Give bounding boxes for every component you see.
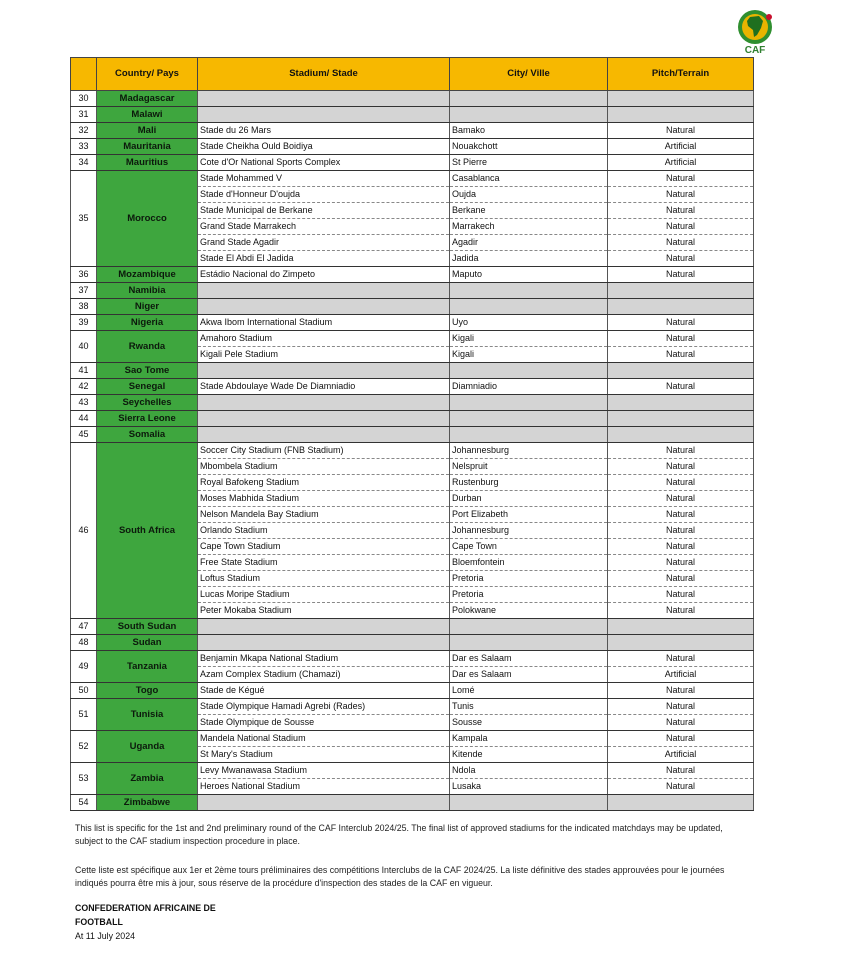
- caf-logo-text: CAF: [744, 45, 766, 56]
- row-number: 53: [71, 763, 97, 795]
- stadium-name: Mbombela Stadium: [198, 459, 450, 475]
- row-number: 36: [71, 267, 97, 283]
- row-number: 32: [71, 123, 97, 139]
- stadium-name: Cote d'Or National Sports Complex: [198, 155, 450, 171]
- stadium-cell-empty: [198, 363, 450, 379]
- city-name: Kigali: [450, 347, 608, 363]
- row-number: 48: [71, 635, 97, 651]
- pitch-type: Natural: [608, 315, 754, 331]
- table-row: [71, 619, 754, 635]
- table-row: [71, 139, 754, 155]
- city-cell-empty: [450, 395, 608, 411]
- row-number: 50: [71, 683, 97, 699]
- country-name: Togo: [97, 683, 198, 699]
- city-name: Pretoria: [450, 587, 608, 603]
- city-name: Kigali: [450, 331, 608, 347]
- stadium-cell-empty: [198, 795, 450, 811]
- stadium-name: Estádio Nacional do Zimpeto: [198, 267, 450, 283]
- row-number: 42: [71, 379, 97, 395]
- stadium-cell-empty: [198, 91, 450, 107]
- country-name: Zambia: [97, 763, 198, 795]
- table-row: [71, 443, 754, 459]
- pitch-cell-empty: [608, 427, 754, 443]
- country-name: Nigeria: [97, 315, 198, 331]
- pitch-type: Artificial: [608, 747, 754, 763]
- row-number: 44: [71, 411, 97, 427]
- pitch-cell-empty: [608, 91, 754, 107]
- table-row: [71, 315, 754, 331]
- pitch-type: Artificial: [608, 139, 754, 155]
- country-name: South Africa: [97, 443, 198, 619]
- table-row: [71, 171, 754, 187]
- city-cell-empty: [450, 107, 608, 123]
- pitch-type: Artificial: [608, 667, 754, 683]
- pitch-type: Natural: [608, 683, 754, 699]
- city-cell-empty: [450, 299, 608, 315]
- country-name: Niger: [97, 299, 198, 315]
- city-name: Durban: [450, 491, 608, 507]
- row-number: 38: [71, 299, 97, 315]
- stadium-cell-empty: [198, 635, 450, 651]
- stadium-name: Stade du 26 Mars: [198, 123, 450, 139]
- city-cell-empty: [450, 427, 608, 443]
- row-number: 37: [71, 283, 97, 299]
- row-number: 47: [71, 619, 97, 635]
- pitch-type: Natural: [608, 699, 754, 715]
- city-name: Diamniadio: [450, 379, 608, 395]
- signature-date: At 11 July 2024: [75, 931, 135, 941]
- city-name: Bloemfontein: [450, 555, 608, 571]
- row-number: 45: [71, 427, 97, 443]
- pitch-type: Natural: [608, 219, 754, 235]
- note-english: This list is specific for the 1st and 2nd preliminary round of the CAF Interclub 2024/25. The final list of approved stadiums for the indicated matchdays may be updated, subject to the CAF stadium inspection procedure in place.: [75, 823, 723, 846]
- city-name: Kampala: [450, 731, 608, 747]
- stadium-name: Stade El Abdi El Jadida: [198, 251, 450, 267]
- country-name: Uganda: [97, 731, 198, 763]
- pitch-cell-empty: [608, 107, 754, 123]
- stadium-name: Amahoro Stadium: [198, 331, 450, 347]
- table-row: [71, 731, 754, 747]
- stadium-name: Stade Municipal de Berkane: [198, 203, 450, 219]
- stadium-name: Free State Stadium: [198, 555, 450, 571]
- pitch-type: Natural: [608, 475, 754, 491]
- pitch-type: Natural: [608, 171, 754, 187]
- stadium-cell-empty: [198, 299, 450, 315]
- table-row: [71, 363, 754, 379]
- stadium-name: Moses Mabhida Stadium: [198, 491, 450, 507]
- country-name: Morocco: [97, 171, 198, 267]
- city-name: Dar es Salaam: [450, 651, 608, 667]
- header-city: City/ Ville: [450, 58, 608, 91]
- pitch-type: Natural: [608, 523, 754, 539]
- signature-block: [75, 901, 216, 943]
- stadium-name: Azam Complex Stadium (Chamazi): [198, 667, 450, 683]
- stadium-name: Levy Mwanawasa Stadium: [198, 763, 450, 779]
- table-row: [71, 299, 754, 315]
- stadium-name: Benjamin Mkapa National Stadium: [198, 651, 450, 667]
- table-row: [71, 763, 754, 779]
- stadium-name: Soccer City Stadium (FNB Stadium): [198, 443, 450, 459]
- city-name: Casablanca: [450, 171, 608, 187]
- city-name: Maputo: [450, 267, 608, 283]
- pitch-cell-empty: [608, 635, 754, 651]
- city-name: Uyo: [450, 315, 608, 331]
- pitch-cell-empty: [608, 395, 754, 411]
- pitch-type: Natural: [608, 347, 754, 363]
- pitch-type: Natural: [608, 251, 754, 267]
- stadium-name: Nelson Mandela Bay Stadium: [198, 507, 450, 523]
- stadium-table: [70, 57, 754, 811]
- pitch-type: Natural: [608, 731, 754, 747]
- city-name: Pretoria: [450, 571, 608, 587]
- stadium-name: Mandela National Stadium: [198, 731, 450, 747]
- city-name: Nouakchott: [450, 139, 608, 155]
- pitch-type: Natural: [608, 123, 754, 139]
- row-number: 49: [71, 651, 97, 683]
- pitch-type: Natural: [608, 507, 754, 523]
- stadium-name: Loftus Stadium: [198, 571, 450, 587]
- table-row: [71, 91, 754, 107]
- pitch-type: Natural: [608, 443, 754, 459]
- city-name: Nelspruit: [450, 459, 608, 475]
- pitch-type: Natural: [608, 715, 754, 731]
- row-number: 46: [71, 443, 97, 619]
- header-country: Country/ Pays: [97, 58, 198, 91]
- pitch-cell-empty: [608, 363, 754, 379]
- signature-org-line1: CONFEDERATION AFRICAINE DE: [75, 903, 216, 913]
- stadium-name: Peter Mokaba Stadium: [198, 603, 450, 619]
- pitch-type: Natural: [608, 459, 754, 475]
- city-cell-empty: [450, 363, 608, 379]
- table-row: [71, 795, 754, 811]
- pitch-type: Natural: [608, 763, 754, 779]
- table-row: [71, 155, 754, 171]
- city-cell-empty: [450, 91, 608, 107]
- stadium-name: Akwa Ibom International Stadium: [198, 315, 450, 331]
- table-row: [71, 427, 754, 443]
- pitch-type: Natural: [608, 203, 754, 219]
- country-name: Zimbabwe: [97, 795, 198, 811]
- row-number: 43: [71, 395, 97, 411]
- stadium-name: Orlando Stadium: [198, 523, 450, 539]
- city-cell-empty: [450, 411, 608, 427]
- stadium-name: Stade de Kégué: [198, 683, 450, 699]
- country-name: Mauritania: [97, 139, 198, 155]
- city-name: Polokwane: [450, 603, 608, 619]
- table-row: [71, 379, 754, 395]
- city-name: Johannesburg: [450, 523, 608, 539]
- city-name: Oujda: [450, 187, 608, 203]
- pitch-type: Natural: [608, 235, 754, 251]
- stadium-name: Grand Stade Agadir: [198, 235, 450, 251]
- city-name: Lomé: [450, 683, 608, 699]
- country-name: Seychelles: [97, 395, 198, 411]
- country-name: Mauritius: [97, 155, 198, 171]
- pitch-cell-empty: [608, 795, 754, 811]
- country-name: Rwanda: [97, 331, 198, 363]
- stadium-name: Stade Abdoulaye Wade De Diamniadio: [198, 379, 450, 395]
- table-row: [71, 107, 754, 123]
- row-number: 39: [71, 315, 97, 331]
- pitch-type: Natural: [608, 651, 754, 667]
- city-name: Kitende: [450, 747, 608, 763]
- country-name: South Sudan: [97, 619, 198, 635]
- city-name: Agadir: [450, 235, 608, 251]
- country-name: Mali: [97, 123, 198, 139]
- table-row: [71, 395, 754, 411]
- pitch-cell-empty: [608, 283, 754, 299]
- pitch-type: Natural: [608, 571, 754, 587]
- pitch-type: Artificial: [608, 155, 754, 171]
- city-cell-empty: [450, 635, 608, 651]
- stadium-name: Stade Mohammed V: [198, 171, 450, 187]
- country-name: Somalia: [97, 427, 198, 443]
- table-row: [71, 123, 754, 139]
- row-number: 33: [71, 139, 97, 155]
- table-body: [71, 91, 754, 811]
- city-name: Jadida: [450, 251, 608, 267]
- pitch-type: Natural: [608, 267, 754, 283]
- pitch-type: Natural: [608, 491, 754, 507]
- table-row: [71, 331, 754, 347]
- pitch-type: Natural: [608, 603, 754, 619]
- stadium-name: Heroes National Stadium: [198, 779, 450, 795]
- pitch-cell-empty: [608, 619, 754, 635]
- pitch-type: Natural: [608, 331, 754, 347]
- stadium-cell-empty: [198, 427, 450, 443]
- country-name: Sao Tome: [97, 363, 198, 379]
- table-row: [71, 635, 754, 651]
- city-name: Marrakech: [450, 219, 608, 235]
- stadium-name: Lucas Moripe Stadium: [198, 587, 450, 603]
- pitch-cell-empty: [608, 411, 754, 427]
- city-name: Cape Town: [450, 539, 608, 555]
- country-name: Namibia: [97, 283, 198, 299]
- pitch-type: Natural: [608, 587, 754, 603]
- table-header-row: [71, 58, 754, 91]
- table-row: [71, 683, 754, 699]
- pitch-type: Natural: [608, 539, 754, 555]
- table-row: [71, 267, 754, 283]
- city-name: St Pierre: [450, 155, 608, 171]
- row-number: 35: [71, 171, 97, 267]
- city-name: Ndola: [450, 763, 608, 779]
- stadium-name: Stade d'Honneur D'oujda: [198, 187, 450, 203]
- row-number: 31: [71, 107, 97, 123]
- row-number: 51: [71, 699, 97, 731]
- header-number: [71, 58, 97, 91]
- stadium-cell-empty: [198, 283, 450, 299]
- city-name: Lusaka: [450, 779, 608, 795]
- table-row: [71, 283, 754, 299]
- stadium-name: Stade Olympique Hamadi Agrebi (Rades): [198, 699, 450, 715]
- city-name: Sousse: [450, 715, 608, 731]
- city-name: Port Elizabeth: [450, 507, 608, 523]
- row-number: 30: [71, 91, 97, 107]
- caf-logo: [730, 8, 780, 56]
- stadium-name: Grand Stade Marrakech: [198, 219, 450, 235]
- stadium-name: Royal Bafokeng Stadium: [198, 475, 450, 491]
- stadium-cell-empty: [198, 107, 450, 123]
- country-name: Tanzania: [97, 651, 198, 683]
- note-french: Cette liste est spécifique aux 1er et 2ème tours préliminaires des compétitions Interclubs de la CAF 2024/25. La liste définitive des stades approuvées pour le journées indiqués pourra être mis à jour, sous réserve de la procédure d'inspection des stades de la CAF en vigueur.: [75, 865, 725, 888]
- row-number: 41: [71, 363, 97, 379]
- pitch-type: Natural: [608, 187, 754, 203]
- row-number: 34: [71, 155, 97, 171]
- city-name: Berkane: [450, 203, 608, 219]
- stadium-name: Stade Olympique de Sousse: [198, 715, 450, 731]
- country-name: Malawi: [97, 107, 198, 123]
- stadium-name: St Mary's Stadium: [198, 747, 450, 763]
- city-name: Tunis: [450, 699, 608, 715]
- pitch-type: Natural: [608, 379, 754, 395]
- city-name: Dar es Salaam: [450, 667, 608, 683]
- city-cell-empty: [450, 795, 608, 811]
- header-stadium: Stadium/ Stade: [198, 58, 450, 91]
- city-name: Bamako: [450, 123, 608, 139]
- country-name: Mozambique: [97, 267, 198, 283]
- country-name: Senegal: [97, 379, 198, 395]
- city-name: Johannesburg: [450, 443, 608, 459]
- country-name: Tunisia: [97, 699, 198, 731]
- signature-org-line2: FOOTBALL: [75, 917, 123, 927]
- table-row: [71, 651, 754, 667]
- country-name: Sudan: [97, 635, 198, 651]
- stadium-cell-empty: [198, 411, 450, 427]
- header-pitch: Pitch/Terrain: [608, 58, 754, 91]
- country-name: Madagascar: [97, 91, 198, 107]
- pitch-type: Natural: [608, 555, 754, 571]
- stadium-name: Cape Town Stadium: [198, 539, 450, 555]
- city-name: Rustenburg: [450, 475, 608, 491]
- table-row: [71, 699, 754, 715]
- table-row: [71, 411, 754, 427]
- city-cell-empty: [450, 283, 608, 299]
- stadium-name: Stade Cheikha Ould Boidiya: [198, 139, 450, 155]
- pitch-type: Natural: [608, 779, 754, 795]
- city-cell-empty: [450, 619, 608, 635]
- stadium-cell-empty: [198, 395, 450, 411]
- pitch-cell-empty: [608, 299, 754, 315]
- row-number: 54: [71, 795, 97, 811]
- country-name: Sierra Leone: [97, 411, 198, 427]
- stadium-cell-empty: [198, 619, 450, 635]
- row-number: 40: [71, 331, 97, 363]
- row-number: 52: [71, 731, 97, 763]
- stadium-name: Kigali Pele Stadium: [198, 347, 450, 363]
